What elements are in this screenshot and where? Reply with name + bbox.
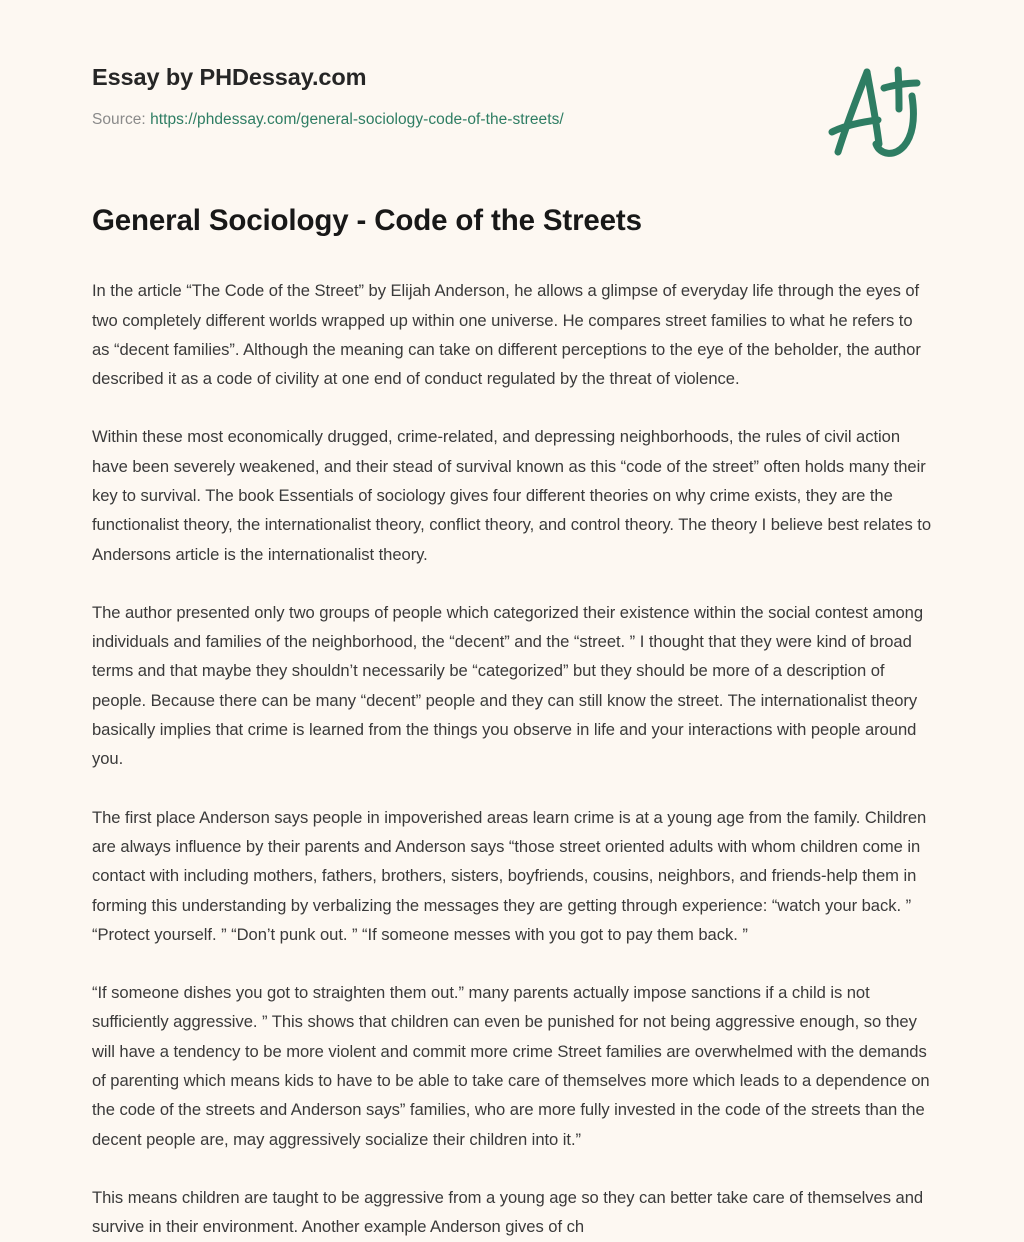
- brand-title: Essay by PHDessay.com: [92, 64, 367, 90]
- article-paragraph: Within these most economically drugged, crime-related, and depressing neighborhoods, the rules of civil action have been severely weakened, and their stead of survival known as this “code of the street” often holds many their key to survival. The book Essentials of sociology gives four different theories on why crime exists, they are the functionalist theory, the internationalist theory, conflict theory, and control theory. The theory I believe best relates to Andersons article is the internationalist theory.: [92, 427, 932, 564]
- page-title: General Sociology - Code of the Streets: [92, 204, 642, 238]
- article-paragraph: “If someone dishes you got to straighten them out.” many parents actually impose sanctions if a child is not sufficiently aggressive. ” This shows that children can even be punished for not being aggressive enough, so they will have a tendency to be more violent and commit more crime Street families are overwhelmed with the demands of parenting which means kids to have to be able to take care of themselves more which leads to a dependence on the code of the streets and Anderson says” families, who are more fully invested in the code of the streets than the decent people are, may aggressively socialize their children into it.”: [92, 983, 930, 1149]
- article-paragraph: The first place Anderson says people in impoverished areas learn crime is at a young age from the family. Children are always influence by their parents and Anderson says “those street oriented adults with whom children come in contact with including mothers, fathers, brothers, sisters, boyfriends, cousins, neighbors, and friends-help them in forming this understanding by verbalizing the messages they are getting through experience: “watch your back. ” “Protect yourself. ” “Don’t punk out. ” “If someone messes with you got to pay them back. ”: [92, 807, 927, 944]
- article-paragraph: This means children are taught to be aggressive from a young age so they can better take care of themselves and survive in their environment. Another example Anderson gives of ch: [92, 1187, 924, 1237]
- source-url-link[interactable]: https://phdessay.com/general-sociology-code-of-the-streets/: [150, 111, 564, 129]
- page-header: [92, 0, 934, 130]
- article-body: [92, 240, 934, 1241]
- source-label: Source:: [92, 111, 151, 129]
- article-paragraph: In the article “The Code of the Street” by Elijah Anderson, he allows a glimpse of everyday life through the eyes of two completely different worlds wrapped up within one universe. He compares street families to what he refers to as “decent families”. Although the meaning can take on different perceptions to the eye of the beholder, the author described it as a code of civility at one end of conduct regulated by the threat of violence.: [92, 281, 921, 389]
- source-line: [92, 110, 934, 130]
- article-paragraph: The author presented only two groups of people which categorized their existence within the social contest among individuals and families of the neighborhood, the “decent” and the “street. ” I thought that they were kind of broad terms and that maybe they shouldn’t necessarily be “categorized” but they should be more of a description of people. Because there can be many “decent” people and they can still know the street. The internationalist theory basically implies that crime is learned from the things you observe in life and your interactions with people around you.: [92, 602, 924, 769]
